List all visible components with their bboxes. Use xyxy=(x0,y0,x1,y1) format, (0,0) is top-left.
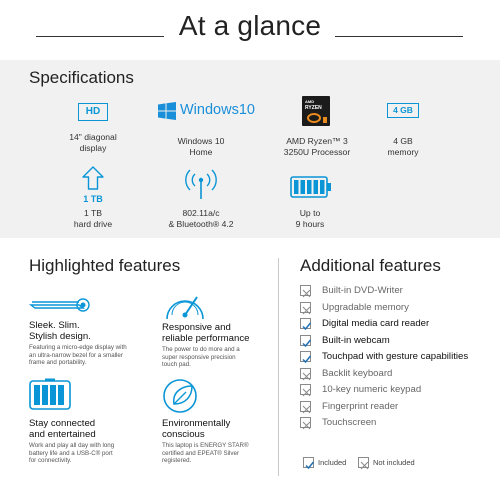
battery-life-icon xyxy=(29,378,73,412)
feature-connected-desc: Work and play all day with long battery life and a USB-C® port for connectivity. xyxy=(29,442,115,465)
cross-icon xyxy=(300,384,311,395)
hard-drive-icon xyxy=(82,166,104,190)
windows-wordmark: Windows10 xyxy=(180,102,255,118)
wireless-icon xyxy=(182,166,220,200)
spec-os xyxy=(146,96,256,160)
list-item-label: Touchpad with gesture capabilities xyxy=(322,351,469,362)
spec-storage-label: 1 TB hard drive xyxy=(73,208,113,229)
spec-wireless-label: 802.11a/c & Bluetooth® 4.2 xyxy=(168,208,234,229)
amd-ryzen-chip-icon: AMD RYZEN xyxy=(302,96,330,126)
spec-display xyxy=(38,96,148,160)
list-item xyxy=(300,400,490,415)
list-item-label: Upgradable memory xyxy=(322,302,409,313)
feature-eco-title: Environmentally conscious xyxy=(162,418,231,440)
list-item xyxy=(300,317,490,332)
list-item xyxy=(300,334,490,349)
battery-icon xyxy=(290,176,332,198)
spec-memory-label: 4 GB memory xyxy=(387,136,419,157)
performance-gauge-icon xyxy=(162,285,208,325)
title-rule-right xyxy=(335,36,463,37)
legend-included-label: Included xyxy=(318,458,347,467)
thin-laptop-icon xyxy=(29,288,91,322)
list-item-label: Built-in webcam xyxy=(322,335,390,346)
feature-connected-title: Stay connected and entertained xyxy=(29,418,96,440)
legend-included-checkbox xyxy=(303,457,314,468)
list-item-label: Fingerprint reader xyxy=(322,401,399,412)
cross-icon xyxy=(300,368,311,379)
list-item xyxy=(300,367,490,382)
cross-icon xyxy=(300,401,311,412)
highlighted-features-title: Highlighted features xyxy=(29,256,181,275)
specifications-title: Specifications xyxy=(29,68,134,87)
feature-connected xyxy=(29,378,154,468)
spec-battery xyxy=(255,166,365,232)
list-item-label: Touchscreen xyxy=(322,417,377,428)
windows-logo-icon xyxy=(158,102,176,120)
list-item-label: Digital media card reader xyxy=(322,318,430,329)
spec-display-label: 14" diagonal display xyxy=(69,132,117,153)
list-item-label: Built-in DVD-Writer xyxy=(322,285,403,296)
feature-design xyxy=(29,288,154,370)
list-item xyxy=(300,301,490,316)
page-title: At a glance xyxy=(178,10,322,41)
eco-leaf-icon xyxy=(162,378,202,414)
spec-battery-label: Up to 9 hours xyxy=(295,208,325,229)
feature-eco-desc: This laptop is ENERGY STAR® certified and EPEAT® Silver registered. xyxy=(162,442,249,465)
additional-features-title: Additional features xyxy=(300,256,441,275)
spec-storage xyxy=(38,166,148,232)
check-icon xyxy=(300,351,311,362)
memory-icon: 4 GB xyxy=(387,103,419,118)
cross-icon xyxy=(300,302,311,313)
feature-performance-title: Responsive and reliable performance xyxy=(162,322,250,344)
list-item xyxy=(300,284,490,299)
hd-display-icon: HD xyxy=(78,103,108,121)
check-icon xyxy=(300,318,311,329)
list-item xyxy=(300,416,490,431)
feature-eco xyxy=(162,378,277,468)
feature-design-desc: Featuring a micro-edge display with an ultra-narrow bezel for a smaller frame and portability. xyxy=(29,344,127,367)
feature-design-title: Sleek. Slim. Stylish design. xyxy=(29,320,91,342)
spec-os-label: Windows 10 Home xyxy=(177,136,225,157)
feature-performance-desc: The power to do more and a super responsive precision touch pad. xyxy=(162,346,240,369)
cross-icon xyxy=(300,285,311,296)
cross-icon xyxy=(300,417,311,428)
storage-badge: 1 TB xyxy=(83,194,103,204)
feature-performance xyxy=(162,285,277,370)
legend-not-included-checkbox xyxy=(358,457,369,468)
section-divider xyxy=(278,258,279,476)
list-item xyxy=(300,383,490,398)
list-item-label: Backlit keyboard xyxy=(322,368,393,379)
legend-not-included-label: Not included xyxy=(373,458,415,467)
spec-wireless xyxy=(146,166,256,232)
spec-memory xyxy=(348,96,458,160)
check-icon xyxy=(300,335,311,346)
list-item xyxy=(300,350,490,365)
spec-processor-label: AMD Ryzen™ 3 3250U Processor xyxy=(283,136,351,157)
list-item-label: 10-key numeric keypad xyxy=(322,384,422,395)
